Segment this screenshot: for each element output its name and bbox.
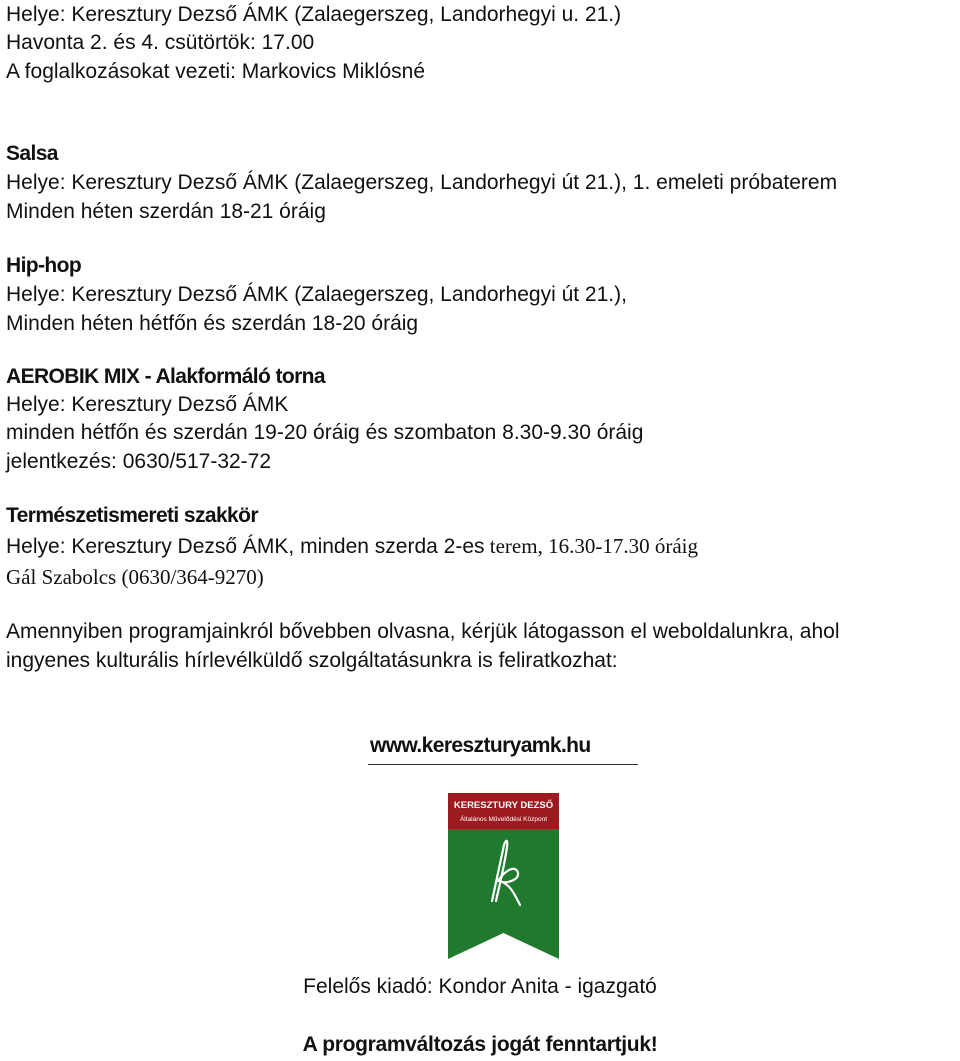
section-title-aerobik: AEROBIK MIX - Alakformáló torna	[6, 365, 325, 388]
info-text-line1: Amennyiben programjainkról bővebben olvasna, kérjük látogasson el weboldalunkra, ahol	[6, 620, 840, 643]
keresztury-logo	[448, 793, 559, 959]
section-title-salsa: Salsa	[6, 142, 58, 165]
aerobik-location: Helye: Keresztury Dezső ÁMK	[6, 393, 289, 416]
website-link[interactable]: www.kereszturyamk.hu	[370, 734, 591, 757]
change-notice: A programváltozás jogát fenntartjuk!	[302, 1033, 658, 1056]
logo-text-line2: Általános Művelődési Központ	[459, 816, 548, 823]
info-text-line2: ingyenes kulturális hírlevélküldő szolgáltatásunkra is feliratkozhat:	[6, 649, 618, 672]
intro-location: Helye: Keresztury Dezső ÁMK (Zalaegerszeg, Landorhegyi u. 21.)	[6, 3, 622, 26]
salsa-schedule: Minden héten szerdán 18-21 óráig	[6, 200, 326, 223]
hiphop-schedule: Minden héten hétfőn és szerdán 18-20 óráig	[6, 312, 419, 335]
publisher-line: Felelős kiadó: Kondor Anita - igazgató	[303, 975, 657, 998]
salsa-location: Helye: Keresztury Dezső ÁMK (Zalaegerszeg, Landorhegyi út 21.), 1. emeleti próbaterem	[6, 171, 838, 194]
website-underline	[368, 764, 638, 765]
logo-text-line1: KERESZTURY DEZSŐ	[453, 800, 554, 811]
intro-leader: A foglalkozásokat vezeti: Markovics Miklósné	[6, 60, 426, 83]
section-title-hiphop: Hip-hop	[6, 254, 82, 277]
aerobik-schedule: minden hétfőn és szerdán 19-20 óráig és szombaton 8.30-9.30 óráig	[6, 421, 644, 444]
nature-club-time: terem, 16.30-17.30 óráig	[484, 534, 698, 558]
intro-schedule: Havonta 2. és 4. csütörtök: 17.00	[6, 31, 315, 54]
nature-club-location-main: Helye: Keresztury Dezső ÁMK, minden szerda 2-es	[6, 535, 485, 558]
aerobik-signup: jelentkezés: 0630/517-32-72	[6, 450, 272, 473]
hiphop-location: Helye: Keresztury Dezső ÁMK (Zalaegerszeg, Landorhegyi út 21.),	[6, 283, 627, 306]
section-title-nature-club: Természetismereti szakkör	[6, 504, 258, 527]
nature-club-location	[6, 533, 698, 560]
nature-club-contact: Gál Szabolcs (0630/364-9270)	[6, 565, 264, 589]
logo-red-band	[448, 793, 559, 829]
